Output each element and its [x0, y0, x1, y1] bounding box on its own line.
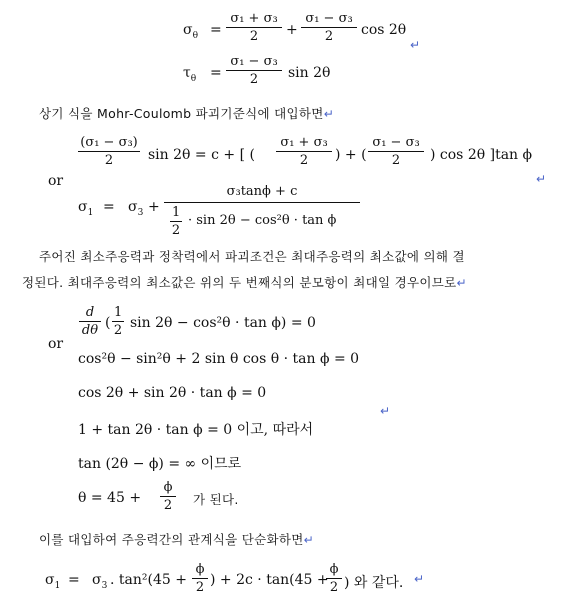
or-label-1: or	[48, 173, 64, 189]
eq2-fraction: σ₁ − σ₃ 2	[226, 54, 282, 87]
eq5-half-fraction: 1 2	[113, 305, 123, 338]
eq3-fraction-1: (σ₁ − σ₃) 2	[78, 135, 140, 168]
eq4-denominator	[164, 205, 360, 238]
eq11-phi-half-1: ϕ 2	[192, 562, 208, 595]
eq1-fraction-1: σ₁ + σ₃ 2	[226, 11, 282, 44]
eq1-plus: +	[286, 22, 298, 38]
eq4-numerator: σ₃tanϕ + c	[226, 184, 298, 199]
text-paragraph-line-1: 주어진 최소주응력과 정착력에서 파괴조건은 최대주응력의 최소값에 의해 결	[39, 249, 465, 264]
eq11-tan-squared: . tan²(45 +	[110, 572, 187, 588]
eq3-middle: sin 2θ = c + [ (	[148, 147, 255, 163]
paragraph-mark: ↵	[536, 172, 547, 186]
text-substitute-mohr-coulomb: 상기 식을 Mohr-Coulomb 파괴기준식에 대입하면↵	[39, 106, 335, 121]
eq2-lhs: $\tau_\theta$	[183, 65, 197, 84]
paragraph-mark: ↵	[414, 572, 425, 586]
eq3-fraction-3: σ₁ − σ₃ 2	[368, 135, 424, 168]
eq11-middle: ) + 2c · tan(45 +	[210, 572, 329, 588]
eq2-sin-term: sin 2θ	[288, 65, 331, 81]
eq4-equals: =	[103, 199, 115, 215]
eq10-phi-half: ϕ 2	[160, 480, 176, 513]
eq2-equals: =	[210, 65, 222, 81]
eq4-plus: +	[148, 199, 160, 215]
eq4-lhs: $\sigma_1$	[78, 199, 94, 218]
eq5-derivative-operator: d dθ	[79, 305, 101, 338]
paragraph-mark: ↵	[410, 38, 421, 52]
eq1-fraction-2: σ₁ − σ₃ 2	[301, 11, 357, 44]
eq11-tail: ) 와 같다.	[344, 575, 404, 591]
equation-tan-infinity: tan (2θ − ϕ) = ∞ 이므로	[78, 456, 242, 472]
eq10-tail: 가 된다.	[193, 492, 239, 507]
or-label-2: or	[48, 336, 64, 352]
text-paragraph-line-2: 정된다. 최대주응력의 최소값은 위의 두 번째식의 분모항이 최대일 경우이므로↵	[22, 275, 467, 290]
eq3-tail: ) cos 2θ ]tan ϕ	[430, 147, 533, 163]
eq1-cos-term: cos 2θ	[361, 22, 407, 38]
equation-tan-product: 1 + tan 2θ · tan ϕ = 0 이고, 따라서	[78, 422, 314, 438]
eq11-equals: =	[68, 572, 80, 588]
eq1-lhs: $\sigma_\theta$	[183, 22, 198, 41]
eq3-middle-2: ) + (	[335, 147, 367, 163]
eq3-fraction-2: σ₁ + σ₃ 2	[276, 135, 332, 168]
equation-cos-sin: cos²θ − sin²θ + 2 sin θ cos θ · tan ϕ = 0	[78, 351, 360, 367]
eq4-sigma3: $\sigma_3$	[128, 199, 144, 218]
eq5-open-paren: (	[105, 315, 111, 331]
eq11-lhs: $\sigma_1$	[45, 572, 61, 591]
equation-cos2theta: cos 2θ + sin 2θ · tan ϕ = 0	[78, 385, 267, 401]
eq10-lhs: θ = 45 +	[78, 490, 142, 506]
eq4-denominator-tail: · sin 2θ − cos²θ · tan ϕ	[188, 213, 337, 228]
eq1-equals: =	[210, 22, 222, 38]
eq4-main-fraction	[164, 184, 360, 238]
eq4-half-fraction: 1 2	[171, 205, 181, 238]
eq5-tail: sin 2θ − cos²θ · tan ϕ) = 0	[130, 315, 316, 331]
text-simplify-relation: 이를 대입하여 주응력간의 관계식을 단순화하면↵	[39, 532, 314, 547]
paragraph-mark: ↵	[380, 404, 391, 418]
eq11-phi-half-2: ϕ 2	[326, 562, 342, 595]
eq11-sigma3: $\sigma_3$	[92, 572, 108, 591]
